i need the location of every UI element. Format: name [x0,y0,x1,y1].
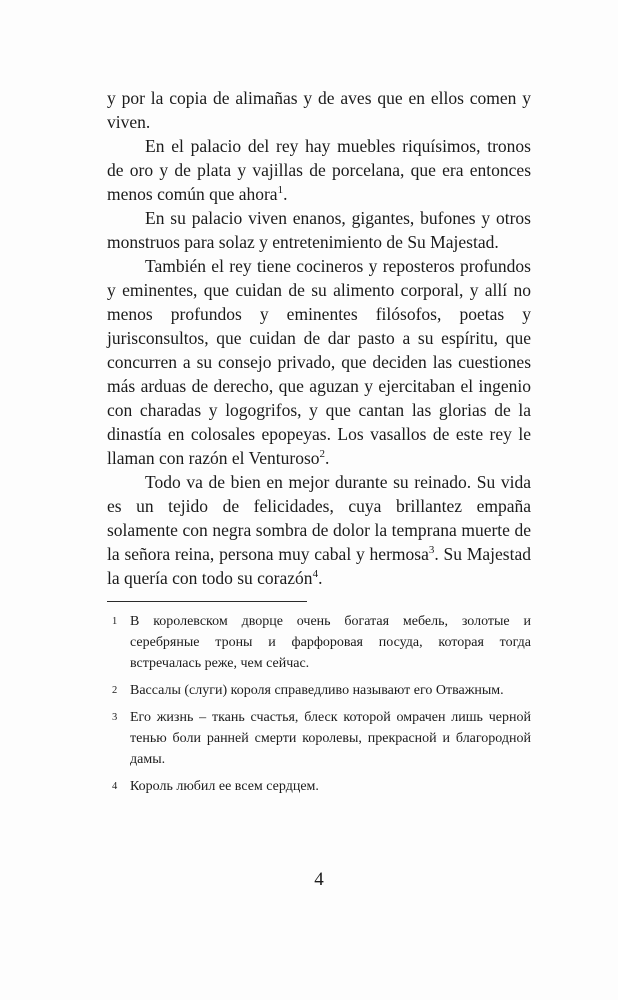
footnotes-section [107,601,531,797]
text-run: En su palacio viven enanos, gigantes, bufones y otros monstruos para solaz y entretenimiento de Su Majestad. [107,208,531,252]
main-text [107,86,531,590]
footnote-3 [107,707,531,770]
paragraph [107,470,531,590]
footnote-ref-1: 1 [277,184,284,197]
footnote-text: Вассалы (слуги) короля справедливо называют его Отважным. [130,683,504,698]
footnote-ref-4: 4 [312,568,319,581]
footnote-ref-3: 3 [428,544,435,557]
footnote-1 [107,611,531,674]
footnote-4 [107,776,531,797]
footnote-number: 4 [112,781,118,792]
footnote-number: 1 [112,616,118,627]
text-run: Todo va de bien en mejor durante su reinado. Su vida es un tejido de felicidades, cuya brillantez empaña solamente con negra sombra de dolor la temprana muerte de la señora reina, persona muy cabal y hermosa [107,472,531,564]
text-run: En el palacio del rey hay muebles riquísimos, tronos de oro y de plata y vajillas de porcelana, que era entonces menos común que ahora [107,136,531,204]
footnote-text: В королевском дворце очень богатая мебель, золотые и серебряные троны и фарфоровая посуда, которая тогда встречалась реже, чем сейчас. [130,614,531,671]
paragraph-continuation [107,86,531,134]
text-run: . [325,448,330,468]
footnote-number: 2 [112,685,118,696]
page-number: 4 [314,869,324,890]
footnote-number: 3 [112,712,118,723]
paragraph [107,206,531,254]
text-run: . [318,568,323,588]
footnote-text: Его жизнь – ткань счастья, блеск которой омрачен лишь черной тенью боли ранней смерти королевы, прекрасной и благородной дамы. [130,710,531,767]
paragraph [107,254,531,470]
paragraph [107,134,531,206]
text-run: . Su Majestad la quería con todo su corazón [107,544,531,588]
text-run: También el rey tiene cocineros y reposteros profundos y eminentes, que cuidan de su alimento corporal, y allí no menos profundos y eminentes filósofos, poetas y jurisconsultos, que cuidan de dar pasto a su espíritu, que concurren a su consejo privado, que deciden las cuestiones más arduas de derecho, que aguzan y ejercitaban el ingenio con charadas y logogrifos, y que cantan las glorias de la dinastía en colosales epopeyas. Los vasallos de este rey le llaman con razón el Venturoso [107,256,531,468]
text-run: . [283,184,288,204]
footnote-ref-2: 2 [319,448,326,461]
text-run: y por la copia de alimañas y de aves que en ellos comen y viven. [107,88,531,132]
footnote-2 [107,680,531,701]
footnote-text: Король любил ее всем сердцем. [130,779,319,794]
footnote-separator [107,601,307,602]
